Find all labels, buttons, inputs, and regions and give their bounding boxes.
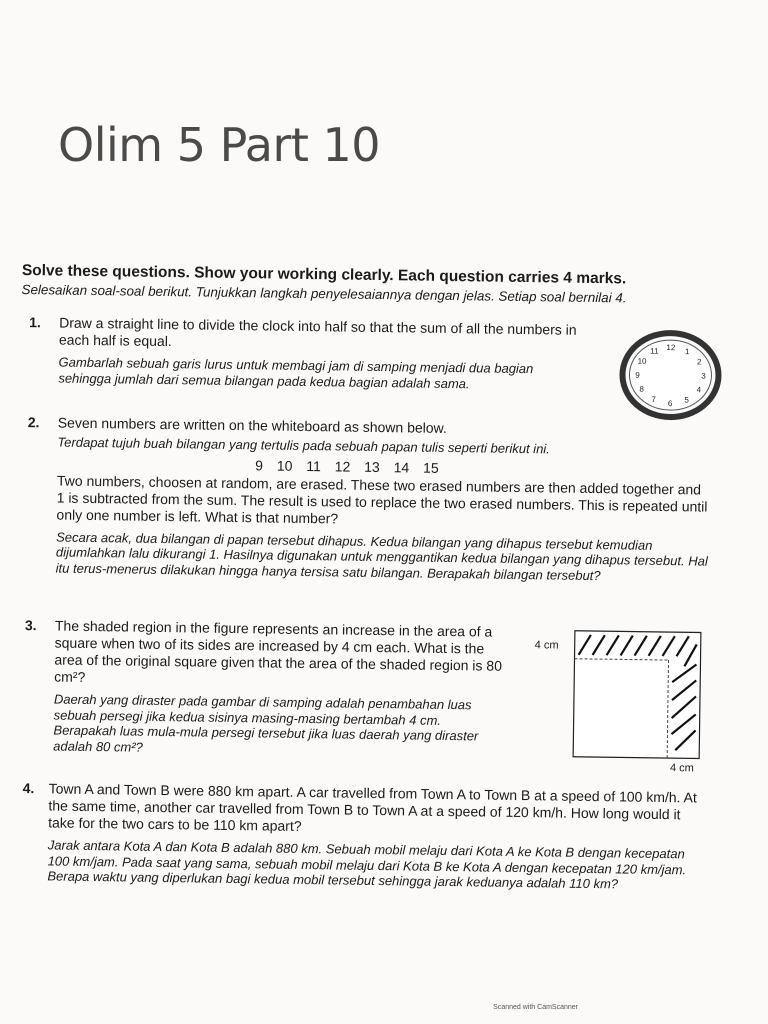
instructions-ms: Selesaikan soal-soal berikut. Tunjukkan langkah penyelesaiannya dengan jelas. Setiap soal bernilai 4.: [21, 281, 627, 306]
question-text-en: Draw a straight line to divide the clock into half so that the sum of all the numbers in each half is equal.: [58, 314, 577, 350]
question-number: 1.: [29, 314, 41, 331]
clock-numeral: 10: [637, 356, 647, 366]
question-text-ms: Gambarlah sebuah garis lurus untuk membagi jam di samping menjadi dua bagian sehingga jumlah dari semua bilangan pada kedua bagian adalah sama.: [58, 354, 534, 391]
question-3: [15, 617, 717, 775]
clock-numeral: 2: [696, 357, 702, 367]
label-bottom-4cm: 4 cm: [669, 762, 694, 775]
scan-watermark: Scanned with CamScanner: [493, 1004, 578, 1011]
instructions-en: Solve these questions. Show your working clearly. Each question carries 4 marks.: [21, 262, 627, 288]
clock-numeral: 3: [701, 371, 706, 381]
clock-numeral: 7: [651, 395, 656, 405]
clock-numeral: 4: [696, 385, 702, 395]
whiteboard-numbers: 9 10 11 12 13 14 15: [255, 456, 439, 476]
question-text-en: Town A and Town B were 880 km apart. A car travelled from Town A to Town B at a speed of 100 km/h. At the same time, another car travelled from Town B to Town A at a speed of 120 km/h. How long would it take for the two cars to be 110 km apart?: [48, 780, 697, 834]
question-intro-ms: Terdapat tujuh buah bilangan yang tertulis pada sebuah papan tulis seperti berikut ini.: [57, 434, 550, 457]
clock-numeral: 5: [684, 395, 689, 405]
clock-numeral: 11: [650, 346, 659, 356]
label-top-4cm: 4 cm: [534, 639, 559, 652]
question-number: 3.: [24, 617, 37, 634]
page-title: Olim 5 Part 10: [58, 118, 381, 172]
clock-numeral: 12: [666, 343, 676, 353]
clock-numeral: 6: [667, 399, 673, 409]
clock-numeral: 8: [639, 384, 644, 394]
question-number: 2.: [27, 414, 40, 431]
question-text-en: Two numbers, choosen at random, are erased. These two erased numbers are then added together and 1 is subtracted from the sum. The result is used to replace the two erased numbers. This is repeated until only one number is left. What is that number?: [56, 472, 708, 526]
square-figure: [571, 629, 705, 761]
question-text-ms: Daerah yang diraster pada gambar di samping adalah penambahan luas sebuah persegi jika kedua sisinya masing-masing bertambah 4 cm. Berapakah luas mula-mula persegi tersebut jika luas daerah yang diraster adalah 80 cm²?: [53, 691, 479, 755]
scanned-worksheet: [21, 262, 722, 892]
question-number: 4.: [22, 780, 35, 797]
clock-figure: [618, 328, 723, 421]
question-1: [20, 314, 721, 409]
question-text-en: The shaded region in the figure represents an increase in the area of a square when two of its sides are increased by 4 cm each. What is the area of the original square given that the area of the shaded region is 80 cm²?: [54, 617, 503, 685]
clock-numeral: 9: [635, 370, 640, 380]
question-4: [13, 780, 714, 893]
question-text-ms: Jarak antara Kota A dan Kota B adalah 880 km. Sebuah mobil melaju dari Kota A ke Kota B dengan kecepatan 100 km/jam. Pada saat yang sama, sebuah mobil melaju dari Kota B ke Kota A dengan kecepatan 120 km/jam. Berapa waktu yang diperlukan bagi kedua mobil tersebut sehingga jarak keduanya adalah 110 km?: [47, 837, 687, 892]
question-intro-en: Seven numbers are written on the whiteboard as shown below.: [57, 414, 447, 436]
clock-numeral: 1: [685, 347, 690, 357]
question-2: [18, 414, 720, 585]
question-text-ms: Secara acak, dua bilangan di papan tersebut dihapus. Kedua bilangan yang dihapus tersebut kemudian dijumlahkan lalu dikurangi 1. Hasilnya digunakan untuk menggantikan kedua bilangan yang dihapus tersebut. Hal itu terus-menerus dilakukan hingga hanya tersisa satu bilangan. Berapakah bilangan tersebut?: [55, 529, 708, 583]
